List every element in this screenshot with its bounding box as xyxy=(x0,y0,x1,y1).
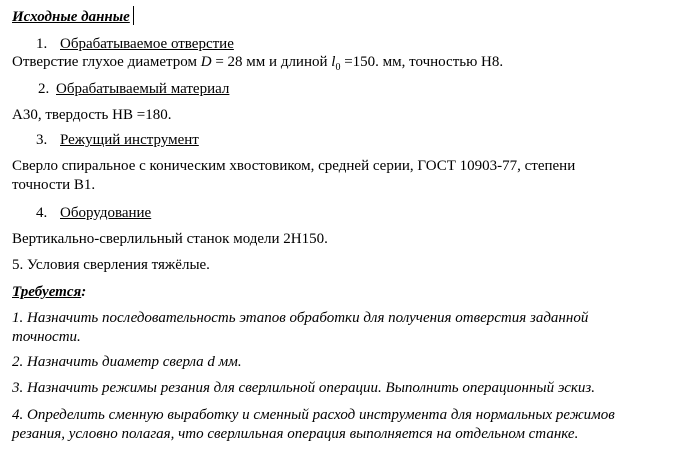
section-4-number: 4. xyxy=(36,205,48,221)
text-cursor xyxy=(133,6,134,25)
heading-row xyxy=(12,6,134,26)
section-2-title-row xyxy=(38,80,229,98)
task-4-line1: 4. Определить сменную выработку и сменный расход инструмента для нормальных режимов xyxy=(12,407,615,423)
diameter-symbol: D xyxy=(200,54,212,70)
section-3-body-line2: точности В1. xyxy=(12,177,96,193)
length-subscript: 0 xyxy=(335,62,341,73)
required-title: Требуется xyxy=(12,284,82,300)
task-2-line1: 2. Назначить диаметр сверла d мм. xyxy=(12,354,242,370)
section-1-body-text-b: = 28 мм и длиной xyxy=(211,54,332,70)
section-1-number: 1. xyxy=(36,36,48,52)
section-4-body: Вертикально-сверлильный станок модели 2Н150. xyxy=(12,231,328,247)
section-3-title: Режущий инструмент xyxy=(60,132,199,148)
task-4-line2: резания, условно полагая, что сверлильная операция выполняется на отдельном станке. xyxy=(12,426,579,442)
section-1-title: Обрабатываемое отверстие xyxy=(60,36,234,52)
required-colon: : xyxy=(81,284,87,300)
section-3-number: 3. xyxy=(36,132,48,148)
section-4-title: Оборудование xyxy=(60,205,152,221)
section-3-title-row xyxy=(36,131,199,149)
task-3-line1: 3. Назначить режимы резания для сверлильной операции. Выполнить операционный эскиз. xyxy=(12,380,596,396)
section-2-number: 2. xyxy=(38,81,50,97)
heading-title: Исходные данные xyxy=(12,9,130,25)
length-symbol: l xyxy=(331,54,336,70)
required-heading xyxy=(12,283,86,301)
section-1-body-text-c: =150. мм, точностью Н8. xyxy=(340,54,504,70)
task-1-line2: точности. xyxy=(12,329,81,345)
section-2-body: А30, твердость НВ =180. xyxy=(12,107,172,123)
task-1-line1: 1. Назначить последовательность этапов обработки для получения отверстия заданной xyxy=(12,310,589,326)
section-1-body-text-a: Отверстие глухое диаметром xyxy=(12,54,201,70)
section-4-title-row xyxy=(36,204,151,222)
section-1-title-row xyxy=(36,35,234,53)
section-1-body xyxy=(12,53,503,77)
conditions-line: 5. Условия сверления тяжёлые. xyxy=(12,257,210,273)
section-2-title: Обрабатываемый материал xyxy=(56,81,230,97)
section-3-body-line1: Сверло спиральное с коническим хвостовиком, средней серии, ГОСТ 10903-77, степени xyxy=(12,158,576,174)
